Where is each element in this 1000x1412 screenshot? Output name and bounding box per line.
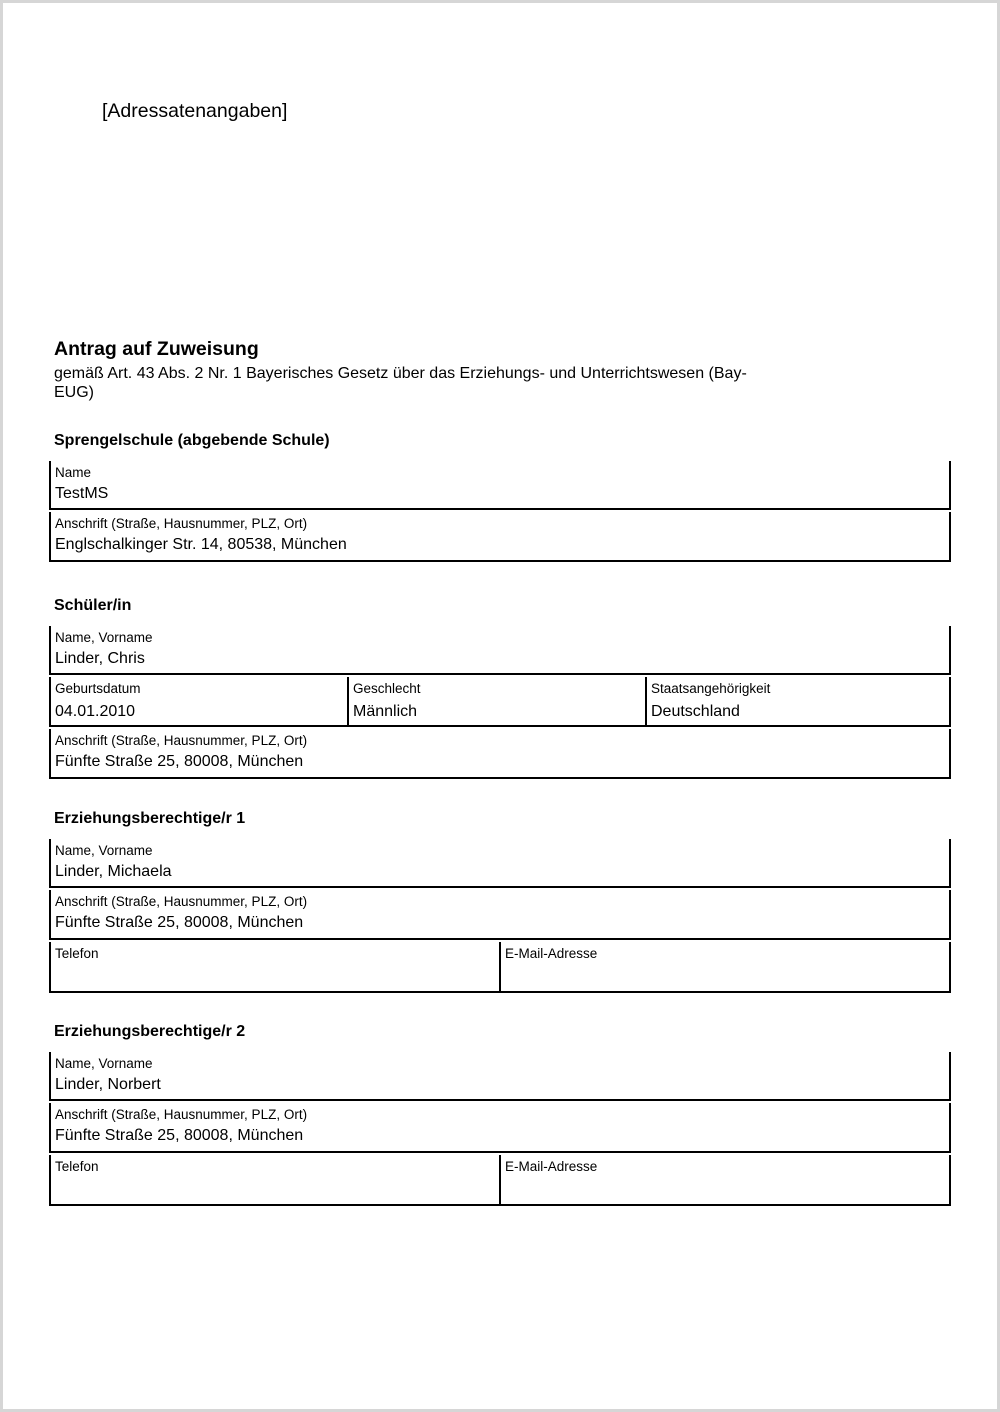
student-address-value: Fünfte Straße 25, 80008, München xyxy=(55,753,304,770)
student-gender-field[interactable] xyxy=(349,677,647,727)
student-address-field[interactable] xyxy=(49,729,951,779)
guardian2-section-heading: Erziehungsberechtige/r 2 xyxy=(54,1023,246,1040)
guardian1-name-row xyxy=(49,839,951,888)
student-section-heading: Schüler/in xyxy=(54,597,132,614)
school-address-field[interactable] xyxy=(49,512,951,562)
guardian1-address-field[interactable] xyxy=(49,890,951,940)
guardian2-name-row xyxy=(49,1052,951,1101)
form-subtitle xyxy=(54,364,769,402)
student-name-row xyxy=(49,626,951,675)
guardian1-name-field[interactable] xyxy=(49,839,951,888)
guardian1-phone-field[interactable] xyxy=(49,942,501,993)
guardian1-address-label: Anschrift (Straße, Hausnummer, PLZ, Ort) xyxy=(55,894,308,909)
guardian2-address-label: Anschrift (Straße, Hausnummer, PLZ, Ort) xyxy=(55,1107,308,1122)
school-name-field[interactable] xyxy=(49,461,951,510)
guardian2-address-field[interactable] xyxy=(49,1103,951,1153)
guardian2-phone-field[interactable] xyxy=(49,1155,501,1206)
school-address-value: Englschalkinger Str. 14, 80538, München xyxy=(55,536,347,553)
student-name-value: Linder, Chris xyxy=(55,650,145,667)
student-name-label: Name, Vorname xyxy=(55,630,153,645)
guardian1-section-heading: Erziehungsberechtige/r 1 xyxy=(54,810,246,827)
student-details-row xyxy=(49,677,951,727)
school-name-row xyxy=(49,461,951,510)
addressee-placeholder: [Adressatenangaben] xyxy=(102,100,288,122)
guardian1-email-field[interactable] xyxy=(501,942,951,993)
school-address-row xyxy=(49,512,951,562)
student-gender-label: Geschlecht xyxy=(353,681,421,696)
guardian2-name-field[interactable] xyxy=(49,1052,951,1101)
student-address-row xyxy=(49,729,951,779)
student-name-field[interactable] xyxy=(49,626,951,675)
student-address-label: Anschrift (Straße, Hausnummer, PLZ, Ort) xyxy=(55,733,308,748)
subtitle-line-1: gemäß Art. 43 Abs. 2 Nr. 1 Bayerisches Gesetz über das Erziehungs- und Unterrichtswesen (Bay- xyxy=(54,365,747,382)
student-nationality-label: Staatsangehörigkeit xyxy=(651,681,771,696)
guardian1-name-label: Name, Vorname xyxy=(55,843,153,858)
guardian2-phone-label: Telefon xyxy=(55,1159,99,1174)
school-name-value: TestMS xyxy=(55,485,109,502)
school-section-heading: Sprengelschule (abgebende Schule) xyxy=(54,432,330,449)
student-nationality-value: Deutschland xyxy=(651,703,740,720)
student-birthdate-label: Geburtsdatum xyxy=(55,681,141,696)
student-gender-value: Männlich xyxy=(353,703,418,720)
school-name-label: Name xyxy=(55,465,92,480)
guardian2-address-value: Fünfte Straße 25, 80008, München xyxy=(55,1127,304,1144)
student-birthdate-field[interactable] xyxy=(49,677,349,727)
guardian1-phone-label: Telefon xyxy=(55,946,99,961)
guardian2-address-row xyxy=(49,1103,951,1153)
guardian2-contact-row xyxy=(49,1155,951,1206)
guardian1-name-value: Linder, Michaela xyxy=(55,863,172,880)
guardian2-email-label: E-Mail-Adresse xyxy=(505,1159,598,1174)
student-birthdate-value: 04.01.2010 xyxy=(55,703,136,720)
guardian1-contact-row xyxy=(49,942,951,993)
guardian1-address-value: Fünfte Straße 25, 80008, München xyxy=(55,914,304,931)
guardian2-email-field[interactable] xyxy=(501,1155,951,1206)
guardian1-email-label: E-Mail-Adresse xyxy=(505,946,598,961)
student-nationality-field[interactable] xyxy=(647,677,951,727)
form-title: Antrag auf Zuweisung xyxy=(54,338,259,360)
guardian2-name-value: Linder, Norbert xyxy=(55,1076,161,1093)
guardian1-address-row xyxy=(49,890,951,940)
guardian2-name-label: Name, Vorname xyxy=(55,1056,153,1071)
subtitle-line-2: EUG) xyxy=(54,384,94,401)
school-address-label: Anschrift (Straße, Hausnummer, PLZ, Ort) xyxy=(55,516,308,531)
